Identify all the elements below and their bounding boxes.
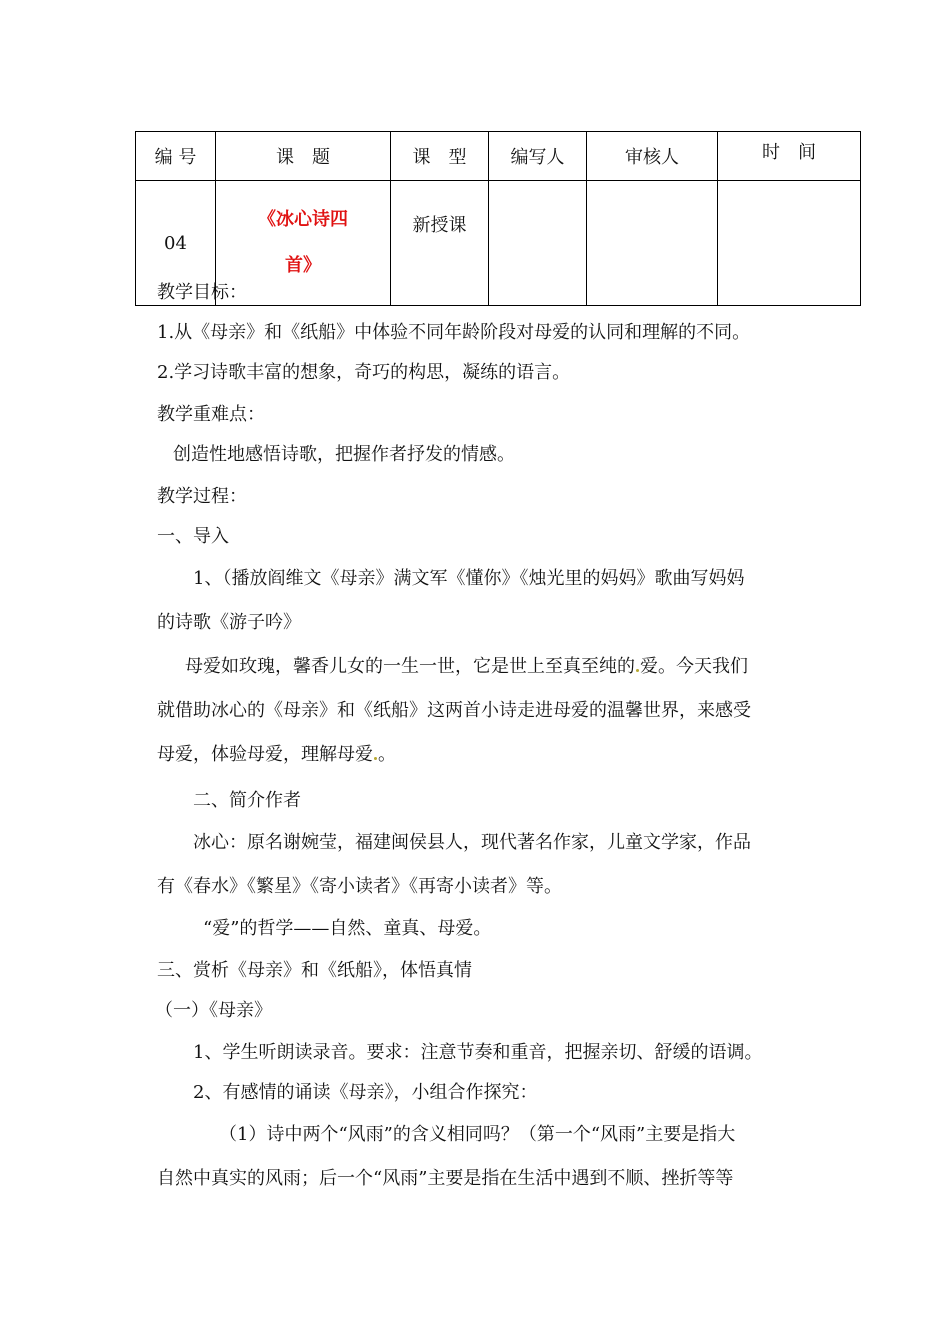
step-1: 1、学生听朗读录音。要求：注意节奏和重音，把握亲切、舒缓的语调。 bbox=[193, 1042, 763, 1063]
author-intro-line1: 冰心：原名谢婉莹，福建闽侯县人，现代著名作家，儿童文学家，作品 bbox=[193, 832, 751, 853]
header-title: 课 题 bbox=[216, 132, 391, 181]
cell-reviewer bbox=[587, 181, 718, 306]
intro-paragraph-2-line3 bbox=[157, 740, 396, 766]
goal-2: 2.学习诗歌丰富的想象，奇巧的构思，凝练的语言。 bbox=[157, 362, 571, 383]
question-1-line2: 自然中真实的风雨；后一个“风雨”主要是指在生活中遇到不顺、挫折等等 bbox=[157, 1168, 734, 1189]
header-type: 课 型 bbox=[391, 132, 489, 181]
process-heading: 教学过程： bbox=[157, 486, 247, 507]
lesson-title-line1: 《冰心诗四 bbox=[258, 209, 348, 230]
subsection-1-heading: （一）《母亲》 bbox=[155, 1000, 272, 1021]
intro-text: 母爱如玫瑰，馨香儿女的一生一世，它是世上至真至纯的 bbox=[185, 656, 635, 677]
cell-number: 04 bbox=[136, 181, 216, 306]
intro-paragraph-2-line1 bbox=[185, 652, 748, 678]
intro-text: 。 bbox=[378, 744, 396, 765]
section-3-heading: 三、赏析《母亲》和《纸船》，体悟真情 bbox=[157, 960, 472, 981]
goal-1: 1.从《母亲》和《纸船》中体验不同年龄阶段对母爱的认同和理解的不同。 bbox=[157, 322, 751, 343]
intro-paragraph-2-line2: 就借助冰心的《母亲》和《纸船》这两首小诗走进母爱的温馨世界，来感受 bbox=[157, 700, 751, 721]
love-philosophy: “爱”的哲学——自然、童真、母爱。 bbox=[203, 918, 492, 939]
cell-type: 新授课 bbox=[391, 181, 489, 306]
header-time: 时 间 bbox=[718, 132, 861, 181]
header-author: 编写人 bbox=[489, 132, 587, 181]
cell-time bbox=[718, 181, 861, 306]
cell-author bbox=[489, 181, 587, 306]
mark-dot bbox=[374, 757, 377, 760]
header-number: 编 号 bbox=[136, 132, 216, 181]
table-header-row bbox=[136, 132, 861, 181]
author-intro-line2: 有《春水》《繁星》《寄小读者》《再寄小读者》等。 bbox=[157, 876, 562, 897]
intro-text: 爱。今天我们 bbox=[640, 656, 748, 677]
section-2-heading: 二、简介作者 bbox=[193, 790, 301, 811]
intro-paragraph-1-line2: 的诗歌《游子吟》 bbox=[157, 612, 301, 633]
step-2: 2、有感情的诵读《母亲》，小组合作探究： bbox=[193, 1082, 538, 1103]
goal-heading: 教学目标： bbox=[157, 282, 247, 303]
key-heading: 教学重难点： bbox=[157, 404, 265, 425]
intro-paragraph-1-line1: 1、（播放阎维文《母亲》满文军《懂你》《烛光里的妈妈》歌曲写妈妈 bbox=[193, 568, 745, 589]
question-1-line1: （1）诗中两个“风雨”的含义相同吗？（第一个“风雨”主要是指大 bbox=[219, 1124, 736, 1145]
intro-text: 母爱，体验母爱，理解母爱 bbox=[157, 744, 373, 765]
section-1-heading: 一、导入 bbox=[157, 526, 229, 547]
key-text: 创造性地感悟诗歌，把握作者抒发的情感。 bbox=[173, 444, 515, 465]
mark-dot bbox=[636, 669, 639, 672]
lesson-title-line2: 首》 bbox=[285, 255, 321, 276]
header-reviewer: 审核人 bbox=[587, 132, 718, 181]
